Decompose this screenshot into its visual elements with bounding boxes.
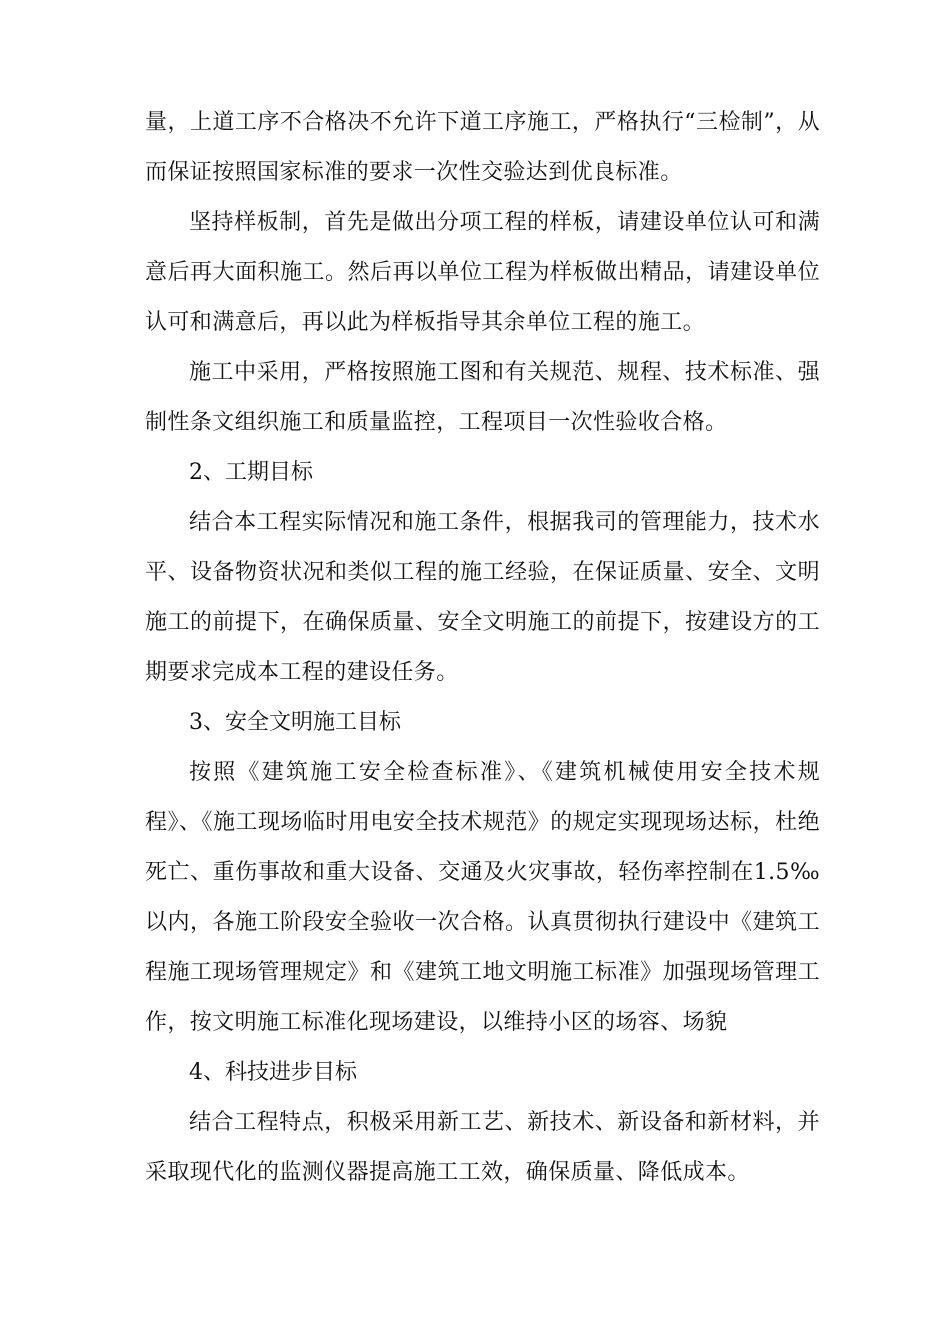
heading-technology-goal: 4、科技进步目标 [189, 1060, 357, 1085]
heading-safety-goal: 3、安全文明施工目标 [189, 710, 401, 735]
paragraph-sample-system: 坚持样板制，首先是做出分项工程的样板，请建设单位认可和满意后再大面积施工。然后再以单位工程为样板做出精品，请建设单位认可和满意后，再以此为样板指导其余单位工程的施工。 [145, 210, 820, 335]
paragraph-safety-goal: 按照《建筑施工安全检查标准》、《建筑机械使用安全技术规程》、《施工现场临时用电安全技术规范》的规定实现现场达标，杜绝死亡、重伤事故和重大设备、交通及火灾事故，轻伤率控制在1.5‰以内，各施工阶段安全验收一次合格。认真贯彻执行建设中《建筑工程施工现场管理规定》和《建筑工地文明施工标准》加强现场管理工作，按文明施工标准化现场建设，以维持小区的场容、场貌 [145, 760, 820, 1035]
paragraph-schedule-goal: 结合本工程实际情况和施工条件，根据我司的管理能力，技术水平、设备物资状况和类似工程的施工经验，在保证质量、安全、文明施工的前提下，在确保质量、安全文明施工的前提下，按建设方的工期要求完成本工程的建设任务。 [145, 510, 820, 685]
document-body [145, 98, 820, 1198]
paragraph-construction-standards: 施工中采用，严格按照施工图和有关规范、规程、技术标准、强制性条文组织施工和质量监控，工程项目一次性验收合格。 [145, 360, 820, 435]
paragraph-technology-goal: 结合工程特点，积极采用新工艺、新技术、新设备和新材料，并采取现代化的监测仪器提高施工工效，确保质量、降低成本。 [145, 1110, 820, 1185]
heading-schedule-goal: 2、工期目标 [189, 460, 313, 485]
paragraph-quality-continued: 量，上道工序不合格决不允许下道工序施工，严格执行“三检制”，从而保证按照国家标准的要求一次性交验达到优良标准。 [145, 110, 820, 185]
